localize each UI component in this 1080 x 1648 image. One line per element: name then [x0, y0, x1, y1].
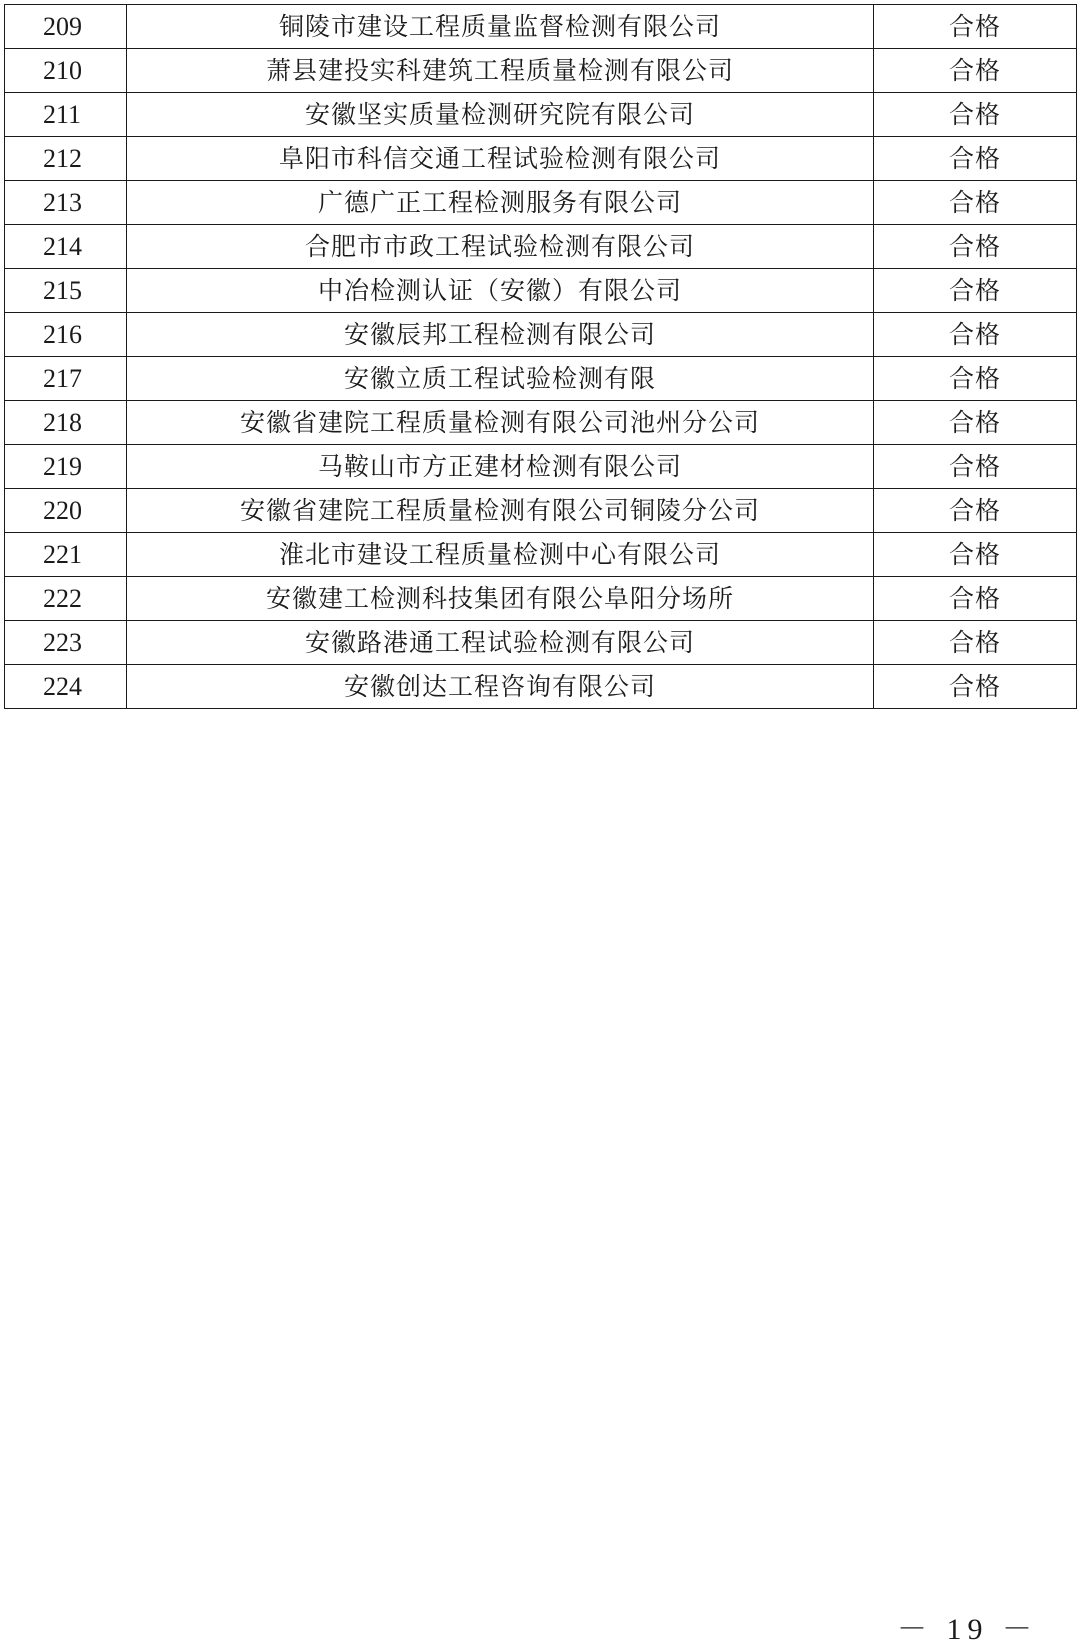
company-name-cell: 铜陵市建设工程质量监督检测有限公司 — [127, 5, 874, 49]
table-row — [5, 137, 1077, 181]
result-cell: 合格 — [874, 137, 1077, 181]
result-cell: 合格 — [874, 357, 1077, 401]
table-row — [5, 401, 1077, 445]
result-cell: 合格 — [874, 93, 1077, 137]
results-table — [4, 4, 1077, 709]
table-row — [5, 269, 1077, 313]
result-cell: 合格 — [874, 5, 1077, 49]
result-cell: 合格 — [874, 269, 1077, 313]
row-number-cell: 221 — [5, 533, 127, 577]
company-name-cell: 安徽辰邦工程检测有限公司 — [127, 313, 874, 357]
result-cell: 合格 — [874, 181, 1077, 225]
row-number-cell: 214 — [5, 225, 127, 269]
row-number-cell: 213 — [5, 181, 127, 225]
company-name-cell: 中冶检测认证（安徽）有限公司 — [127, 269, 874, 313]
company-name-cell: 合肥市市政工程试验检测有限公司 — [127, 225, 874, 269]
table-row — [5, 5, 1077, 49]
table-row — [5, 489, 1077, 533]
result-cell: 合格 — [874, 577, 1077, 621]
company-name-cell: 安徽省建院工程质量检测有限公司铜陵分公司 — [127, 489, 874, 533]
company-name-cell: 安徽创达工程咨询有限公司 — [127, 665, 874, 709]
row-number-cell: 215 — [5, 269, 127, 313]
result-cell: 合格 — [874, 665, 1077, 709]
table-row — [5, 533, 1077, 577]
company-name-cell: 安徽建工检测科技集团有限公阜阳分场所 — [127, 577, 874, 621]
table-row — [5, 665, 1077, 709]
result-cell: 合格 — [874, 401, 1077, 445]
row-number-cell: 209 — [5, 5, 127, 49]
results-table-body — [5, 5, 1077, 709]
row-number-cell: 210 — [5, 49, 127, 93]
result-cell: 合格 — [874, 533, 1077, 577]
row-number-cell: 217 — [5, 357, 127, 401]
company-name-cell: 淮北市建设工程质量检测中心有限公司 — [127, 533, 874, 577]
row-number-cell: 223 — [5, 621, 127, 665]
table-row — [5, 225, 1077, 269]
company-name-cell: 安徽坚实质量检测研究院有限公司 — [127, 93, 874, 137]
company-name-cell: 阜阳市科信交通工程试验检测有限公司 — [127, 137, 874, 181]
row-number-cell: 224 — [5, 665, 127, 709]
row-number-cell: 211 — [5, 93, 127, 137]
result-cell: 合格 — [874, 621, 1077, 665]
table-row — [5, 49, 1077, 93]
table-row — [5, 621, 1077, 665]
table-row — [5, 181, 1077, 225]
table-row — [5, 577, 1077, 621]
company-name-cell: 安徽立质工程试验检测有限 — [127, 357, 874, 401]
row-number-cell: 219 — [5, 445, 127, 489]
row-number-cell: 218 — [5, 401, 127, 445]
company-name-cell: 广德广正工程检测服务有限公司 — [127, 181, 874, 225]
result-cell: 合格 — [874, 313, 1077, 357]
page-number: － 19 － — [897, 1613, 1038, 1646]
result-cell: 合格 — [874, 445, 1077, 489]
table-row — [5, 313, 1077, 357]
company-name-cell: 安徽路港通工程试验检测有限公司 — [127, 621, 874, 665]
row-number-cell: 216 — [5, 313, 127, 357]
company-name-cell: 马鞍山市方正建材检测有限公司 — [127, 445, 874, 489]
result-cell: 合格 — [874, 49, 1077, 93]
table-row — [5, 93, 1077, 137]
row-number-cell: 212 — [5, 137, 127, 181]
company-name-cell: 安徽省建院工程质量检测有限公司池州分公司 — [127, 401, 874, 445]
row-number-cell: 220 — [5, 489, 127, 533]
table-row — [5, 357, 1077, 401]
table-row — [5, 445, 1077, 489]
result-cell: 合格 — [874, 489, 1077, 533]
company-name-cell: 萧县建投实科建筑工程质量检测有限公司 — [127, 49, 874, 93]
row-number-cell: 222 — [5, 577, 127, 621]
result-cell: 合格 — [874, 225, 1077, 269]
